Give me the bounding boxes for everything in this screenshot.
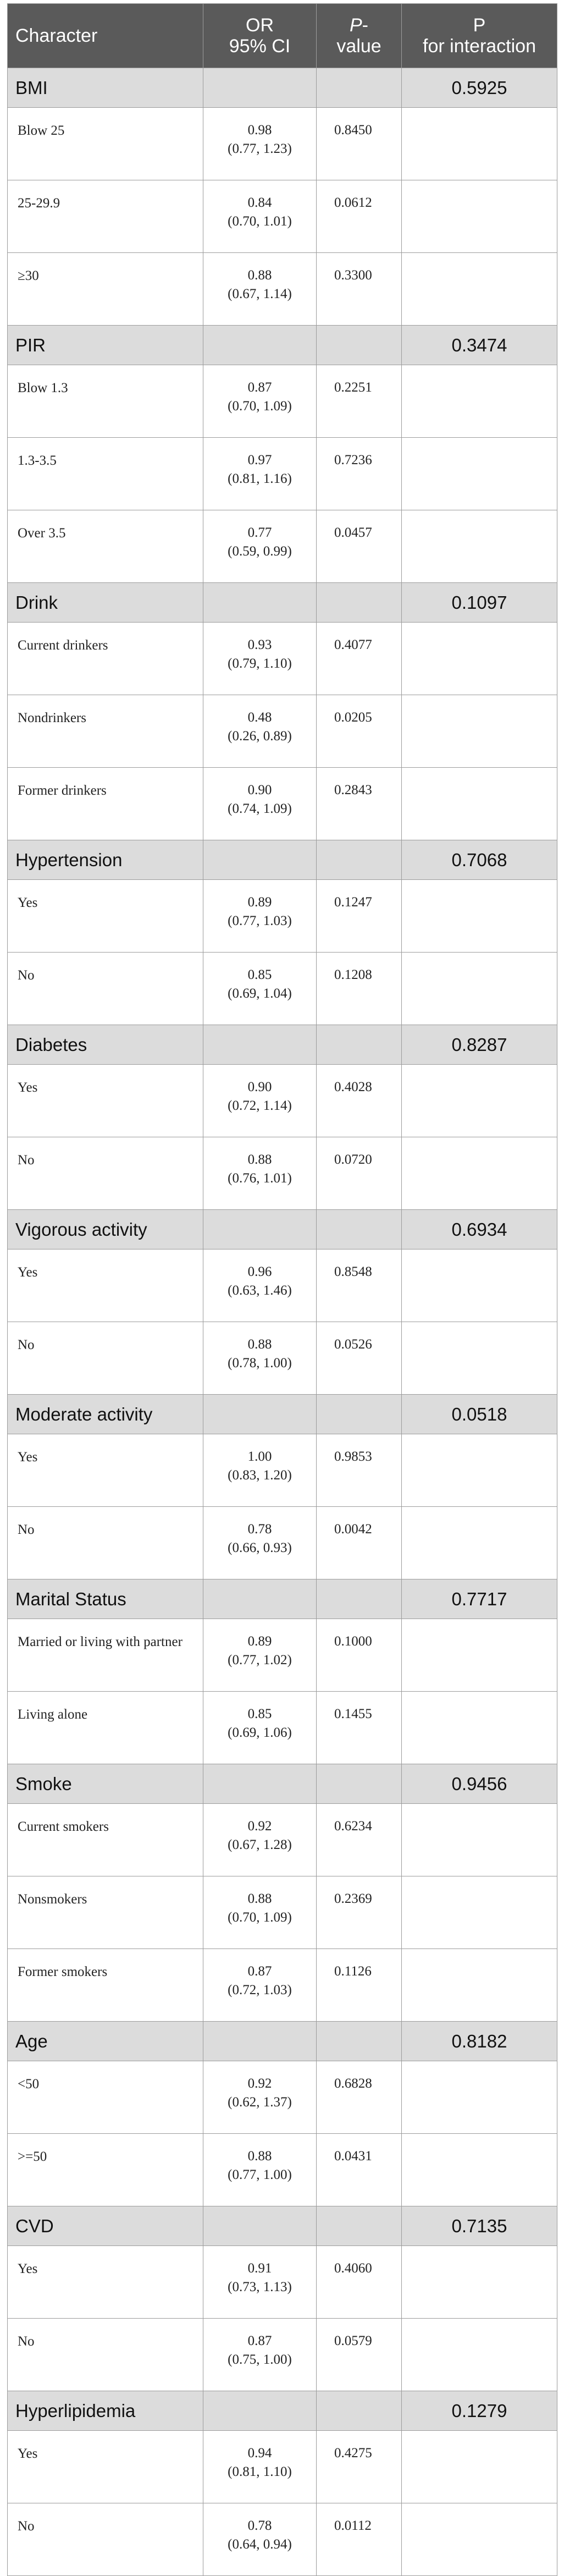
odds-ratio-cell <box>203 108 317 180</box>
odds-ratio-cell <box>203 2431 317 2503</box>
group-header-row <box>8 1210 557 1250</box>
group-name: Drink <box>8 583 203 623</box>
confidence-interval: (0.67, 1.28) <box>228 1837 292 1852</box>
odds-ratio: 0.87 <box>247 380 272 395</box>
p-interaction-empty <box>402 2319 557 2391</box>
confidence-interval: (0.63, 1.46) <box>228 1283 292 1298</box>
table-row <box>8 1619 557 1692</box>
group-or-empty <box>203 2391 317 2431</box>
p-value: 0.7236 <box>317 438 402 510</box>
p-interaction-empty <box>402 1804 557 1876</box>
confidence-interval: (0.69, 1.06) <box>228 1725 292 1740</box>
odds-ratio: 0.94 <box>247 2446 272 2461</box>
table-row <box>8 108 557 180</box>
p-value: 0.1208 <box>317 953 402 1025</box>
group-p-empty <box>317 2391 402 2431</box>
subgroup-label: Married or living with partner <box>8 1619 203 1692</box>
table-row <box>8 365 557 438</box>
subgroup-label: 1.3-3.5 <box>8 438 203 510</box>
confidence-interval: (0.70, 1.09) <box>228 1910 292 1925</box>
p-value: 0.6234 <box>317 1804 402 1876</box>
subgroup-label: No <box>8 2319 203 2391</box>
group-name: Marital Status <box>8 1579 203 1619</box>
p-value: 0.0526 <box>317 1322 402 1395</box>
group-p-interaction: 0.8182 <box>402 2022 557 2061</box>
group-p-empty <box>317 1025 402 1065</box>
confidence-interval: (0.77, 1.03) <box>228 913 292 928</box>
subgroup-label: No <box>8 1137 203 1210</box>
p-interaction-empty <box>402 1065 557 1137</box>
confidence-interval: (0.75, 1.00) <box>228 2352 292 2367</box>
subgroup-label: Over 3.5 <box>8 510 203 583</box>
subgroup-label: No <box>8 1507 203 1579</box>
header-or-ci <box>203 4 317 68</box>
table-row <box>8 768 557 840</box>
group-or-empty <box>203 1395 317 1434</box>
table-row <box>8 253 557 326</box>
subgroup-label: Blow 1.3 <box>8 365 203 438</box>
p-interaction-empty <box>402 880 557 953</box>
group-p-empty <box>317 1764 402 1804</box>
group-p-empty <box>317 1210 402 1250</box>
confidence-interval: (0.72, 1.03) <box>228 1983 292 1997</box>
odds-ratio: 0.93 <box>247 637 272 652</box>
table-row <box>8 1949 557 2022</box>
table-row <box>8 880 557 953</box>
odds-ratio: 0.78 <box>247 1522 272 1537</box>
p-interaction-empty <box>402 1619 557 1692</box>
header-character: Character <box>8 4 203 68</box>
group-header-row <box>8 1395 557 1434</box>
group-header-row <box>8 583 557 623</box>
confidence-interval: (0.77, 1.02) <box>228 1653 292 1667</box>
odds-ratio-cell <box>203 880 317 953</box>
odds-ratio-cell <box>203 365 317 438</box>
p-value: 0.0457 <box>317 510 402 583</box>
p-value: 0.0579 <box>317 2319 402 2391</box>
group-name: Smoke <box>8 1764 203 1804</box>
table-header <box>8 4 557 68</box>
p-value: 0.1126 <box>317 1949 402 2022</box>
group-p-interaction: 0.1279 <box>402 2391 557 2431</box>
header-or-label: OR <box>246 15 274 36</box>
p-interaction-empty <box>402 953 557 1025</box>
p-value: 0.1455 <box>317 1692 402 1764</box>
group-name: Hyperlipidemia <box>8 2391 203 2431</box>
confidence-interval: (0.76, 1.01) <box>228 1171 292 1186</box>
p-value: 0.9853 <box>317 1434 402 1507</box>
group-p-interaction: 0.7135 <box>402 2206 557 2246</box>
group-header-row <box>8 326 557 365</box>
p-interaction-empty <box>402 180 557 253</box>
table-row <box>8 2134 557 2206</box>
p-interaction-empty <box>402 1434 557 1507</box>
group-p-empty <box>317 2206 402 2246</box>
confidence-interval: (0.73, 1.13) <box>228 2280 292 2294</box>
table-row <box>8 2061 557 2134</box>
p-interaction-empty <box>402 623 557 695</box>
subgroup-label: <50 <box>8 2061 203 2134</box>
header-pint-p-label: P <box>473 15 486 36</box>
p-interaction-empty <box>402 1949 557 2022</box>
p-interaction-empty <box>402 365 557 438</box>
group-name: BMI <box>8 68 203 108</box>
p-value: 0.0205 <box>317 695 402 768</box>
odds-ratio-cell <box>203 2319 317 2391</box>
group-header-row <box>8 1579 557 1619</box>
odds-ratio: 0.98 <box>247 123 272 137</box>
p-interaction-empty <box>402 2431 557 2503</box>
confidence-interval: (0.62, 1.37) <box>228 2095 292 2110</box>
table-row <box>8 1250 557 1322</box>
p-value: 0.4275 <box>317 2431 402 2503</box>
table-row <box>8 180 557 253</box>
p-value: 0.0431 <box>317 2134 402 2206</box>
odds-ratio: 0.89 <box>247 1634 272 1649</box>
confidence-interval: (0.74, 1.09) <box>228 801 292 816</box>
subgroup-label: Former smokers <box>8 1949 203 2022</box>
odds-ratio: 0.87 <box>247 1964 272 1979</box>
group-p-interaction: 0.6934 <box>402 1210 557 1250</box>
group-header-row <box>8 840 557 880</box>
p-interaction-empty <box>402 510 557 583</box>
odds-ratio-cell <box>203 768 317 840</box>
subgroup-label: Yes <box>8 1065 203 1137</box>
table-row <box>8 510 557 583</box>
group-or-empty <box>203 1210 317 1250</box>
odds-ratio: 0.85 <box>247 967 272 982</box>
table-row <box>8 1137 557 1210</box>
odds-ratio-cell <box>203 1322 317 1395</box>
odds-ratio: 0.88 <box>247 268 272 283</box>
subgroup-label: Yes <box>8 2431 203 2503</box>
subgroup-label: Current smokers <box>8 1804 203 1876</box>
header-p-hyphen: - <box>362 15 368 36</box>
odds-ratio-cell <box>203 1804 317 1876</box>
subgroup-label: 25-29.9 <box>8 180 203 253</box>
p-interaction-empty <box>402 2246 557 2319</box>
confidence-interval: (0.77, 1.23) <box>228 141 292 156</box>
odds-ratio: 0.92 <box>247 1819 272 1834</box>
group-name: Hypertension <box>8 840 203 880</box>
confidence-interval: (0.77, 1.00) <box>228 2167 292 2182</box>
subgroup-label: ≥30 <box>8 253 203 326</box>
p-interaction-empty <box>402 768 557 840</box>
subgroup-label: Current drinkers <box>8 623 203 695</box>
table-row <box>8 2246 557 2319</box>
confidence-interval: (0.69, 1.04) <box>228 986 292 1001</box>
odds-ratio-cell <box>203 1692 317 1764</box>
p-interaction-empty <box>402 1507 557 1579</box>
odds-ratio-cell <box>203 2134 317 2206</box>
odds-ratio: 0.48 <box>247 710 272 725</box>
group-name: PIR <box>8 326 203 365</box>
header-ci-label: 95% CI <box>229 36 291 57</box>
group-or-empty <box>203 1764 317 1804</box>
p-value: 0.1247 <box>317 880 402 953</box>
subgroup-label: No <box>8 2503 203 2576</box>
group-or-empty <box>203 583 317 623</box>
subgroup-label: Nonsmokers <box>8 1876 203 1949</box>
table-row <box>8 1876 557 1949</box>
odds-ratio-cell <box>203 2503 317 2576</box>
group-header-row <box>8 2391 557 2431</box>
odds-ratio-cell <box>203 1065 317 1137</box>
odds-ratio-cell <box>203 695 317 768</box>
group-name: Diabetes <box>8 1025 203 1065</box>
confidence-interval: (0.78, 1.00) <box>228 1356 292 1370</box>
p-value: 0.0112 <box>317 2503 402 2576</box>
group-p-empty <box>317 2022 402 2061</box>
odds-ratio-cell <box>203 1434 317 1507</box>
confidence-interval: (0.81, 1.16) <box>228 471 292 486</box>
group-or-empty <box>203 1579 317 1619</box>
subgroup-label: No <box>8 953 203 1025</box>
table-row <box>8 2431 557 2503</box>
group-p-interaction: 0.3474 <box>402 326 557 365</box>
odds-ratio: 0.97 <box>247 453 272 467</box>
p-value: 0.2251 <box>317 365 402 438</box>
odds-ratio: 0.88 <box>247 2149 272 2164</box>
p-value: 0.0612 <box>317 180 402 253</box>
table-row <box>8 438 557 510</box>
p-value: 0.8548 <box>317 1250 402 1322</box>
odds-ratio: 0.85 <box>247 1707 272 1721</box>
confidence-interval: (0.64, 0.94) <box>228 2537 292 2552</box>
group-header-row <box>8 68 557 108</box>
subgroup-label: No <box>8 1322 203 1395</box>
header-value-label: value <box>336 36 381 57</box>
header-p-label: P <box>349 15 362 36</box>
odds-ratio: 0.88 <box>247 1337 272 1352</box>
odds-ratio: 0.78 <box>247 2518 272 2533</box>
group-p-interaction: 0.7717 <box>402 1579 557 1619</box>
header-p-value <box>317 4 402 68</box>
p-interaction-empty <box>402 1250 557 1322</box>
odds-ratio: 0.87 <box>247 2333 272 2348</box>
group-header-row <box>8 2022 557 2061</box>
odds-ratio: 0.90 <box>247 1080 272 1094</box>
odds-ratio: 0.88 <box>247 1152 272 1167</box>
subgroup-analysis-table-container <box>7 3 557 2576</box>
odds-ratio: 0.91 <box>247 2261 272 2276</box>
group-name: CVD <box>8 2206 203 2246</box>
group-p-interaction: 0.1097 <box>402 583 557 623</box>
p-interaction-empty <box>402 1137 557 1210</box>
subgroup-label: Yes <box>8 2246 203 2319</box>
table-row <box>8 1322 557 1395</box>
group-p-empty <box>317 68 402 108</box>
p-value: 0.0720 <box>317 1137 402 1210</box>
odds-ratio-cell <box>203 1619 317 1692</box>
header-row <box>8 4 557 68</box>
p-value: 0.4077 <box>317 623 402 695</box>
table-row <box>8 1804 557 1876</box>
header-p-interaction <box>402 4 557 68</box>
table-row <box>8 695 557 768</box>
subgroup-label: Blow 25 <box>8 108 203 180</box>
odds-ratio: 0.84 <box>247 195 272 210</box>
group-p-empty <box>317 1395 402 1434</box>
group-or-empty <box>203 2022 317 2061</box>
confidence-interval: (0.81, 1.10) <box>228 2464 292 2479</box>
odds-ratio-cell <box>203 1250 317 1322</box>
p-interaction-empty <box>402 2134 557 2206</box>
confidence-interval: (0.66, 0.93) <box>228 1540 292 1555</box>
odds-ratio-cell <box>203 510 317 583</box>
p-interaction-empty <box>402 253 557 326</box>
confidence-interval: (0.70, 1.01) <box>228 214 292 229</box>
subgroup-label: Living alone <box>8 1692 203 1764</box>
subgroup-label: >=50 <box>8 2134 203 2206</box>
odds-ratio-cell <box>203 1507 317 1579</box>
group-p-empty <box>317 840 402 880</box>
p-value: 0.3300 <box>317 253 402 326</box>
odds-ratio-cell <box>203 2061 317 2134</box>
group-p-empty <box>317 583 402 623</box>
subgroup-label: Nondrinkers <box>8 695 203 768</box>
group-or-empty <box>203 68 317 108</box>
group-header-row <box>8 2206 557 2246</box>
odds-ratio-cell <box>203 180 317 253</box>
p-interaction-empty <box>402 1692 557 1764</box>
group-or-empty <box>203 326 317 365</box>
p-value: 0.0042 <box>317 1507 402 1579</box>
table-row <box>8 1692 557 1764</box>
p-interaction-empty <box>402 438 557 510</box>
group-or-empty <box>203 1025 317 1065</box>
p-interaction-empty <box>402 2061 557 2134</box>
odds-ratio-cell <box>203 953 317 1025</box>
table-row <box>8 1434 557 1507</box>
odds-ratio-cell <box>203 1876 317 1949</box>
group-p-empty <box>317 1579 402 1619</box>
confidence-interval: (0.26, 0.89) <box>228 729 292 744</box>
subgroup-label: Yes <box>8 1434 203 1507</box>
group-p-interaction: 0.7068 <box>402 840 557 880</box>
odds-ratio: 0.77 <box>247 525 272 540</box>
group-p-interaction: 0.9456 <box>402 1764 557 1804</box>
p-interaction-empty <box>402 1876 557 1949</box>
group-header-row <box>8 1025 557 1065</box>
table-row <box>8 953 557 1025</box>
confidence-interval: (0.72, 1.14) <box>228 1098 292 1113</box>
group-p-interaction: 0.8287 <box>402 1025 557 1065</box>
odds-ratio: 0.92 <box>247 2076 272 2091</box>
table-row <box>8 1065 557 1137</box>
p-value: 0.8450 <box>317 108 402 180</box>
subgroup-analysis-table <box>7 3 557 2576</box>
p-value: 0.2843 <box>317 768 402 840</box>
subgroup-label: Yes <box>8 880 203 953</box>
group-or-empty <box>203 840 317 880</box>
odds-ratio: 0.88 <box>247 1891 272 1906</box>
confidence-interval: (0.70, 1.09) <box>228 399 292 414</box>
odds-ratio-cell <box>203 623 317 695</box>
odds-ratio-cell <box>203 253 317 326</box>
table-row <box>8 623 557 695</box>
p-value: 0.2369 <box>317 1876 402 1949</box>
group-name: Moderate activity <box>8 1395 203 1434</box>
p-interaction-empty <box>402 2503 557 2576</box>
group-name: Vigorous activity <box>8 1210 203 1250</box>
confidence-interval: (0.67, 1.14) <box>228 287 292 301</box>
odds-ratio: 1.00 <box>247 1449 272 1464</box>
p-value: 0.1000 <box>317 1619 402 1692</box>
p-interaction-empty <box>402 695 557 768</box>
p-interaction-empty <box>402 108 557 180</box>
odds-ratio: 0.96 <box>247 1264 272 1279</box>
table-row <box>8 2503 557 2576</box>
odds-ratio-cell <box>203 438 317 510</box>
table-body <box>8 68 557 2576</box>
subgroup-label: Yes <box>8 1250 203 1322</box>
p-value: 0.4028 <box>317 1065 402 1137</box>
odds-ratio-cell <box>203 2246 317 2319</box>
odds-ratio: 0.90 <box>247 783 272 797</box>
group-p-empty <box>317 326 402 365</box>
table-row <box>8 2319 557 2391</box>
confidence-interval: (0.59, 0.99) <box>228 544 292 559</box>
group-header-row <box>8 1764 557 1804</box>
confidence-interval: (0.79, 1.10) <box>228 656 292 671</box>
p-interaction-empty <box>402 1322 557 1395</box>
subgroup-label: Former drinkers <box>8 768 203 840</box>
odds-ratio-cell <box>203 1949 317 2022</box>
p-value: 0.6828 <box>317 2061 402 2134</box>
p-value: 0.4060 <box>317 2246 402 2319</box>
odds-ratio-cell <box>203 1137 317 1210</box>
odds-ratio: 0.89 <box>247 895 272 910</box>
group-p-interaction: 0.5925 <box>402 68 557 108</box>
group-or-empty <box>203 2206 317 2246</box>
table-row <box>8 1507 557 1579</box>
group-p-interaction: 0.0518 <box>402 1395 557 1434</box>
group-name: Age <box>8 2022 203 2061</box>
header-pint-label: for interaction <box>423 36 536 57</box>
confidence-interval: (0.83, 1.20) <box>228 1468 292 1483</box>
